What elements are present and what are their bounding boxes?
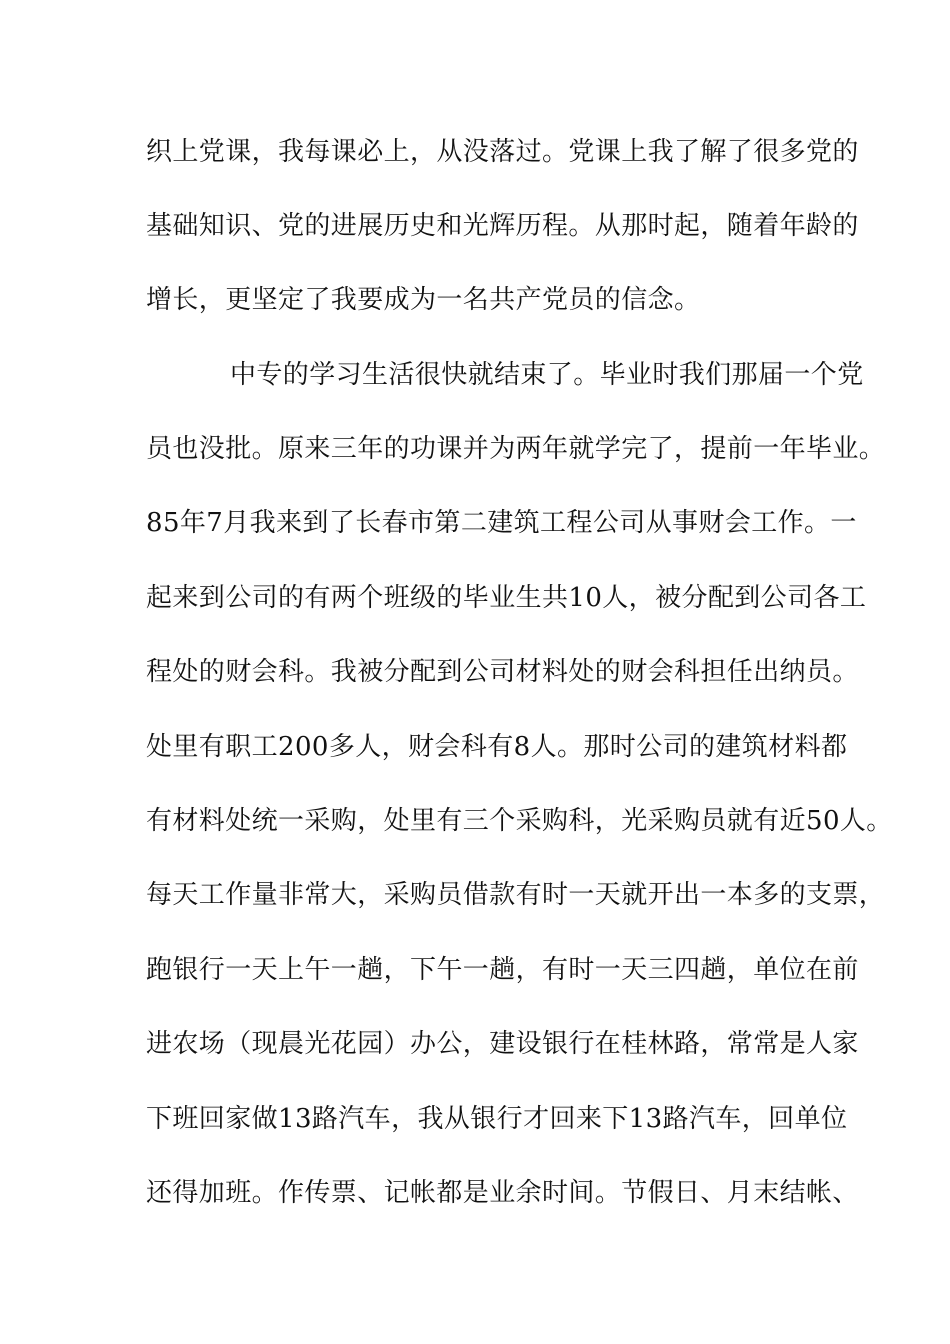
paragraph-line: 基础知识、党的进展历史和光辉历程。从那时起，随着年龄的 bbox=[146, 211, 859, 241]
paragraph-line: 每天工作量非常大，采购员借款有时一天就开出一本多的支票， bbox=[146, 880, 886, 910]
paragraph-line: 下班回家做13路汽车，我从银行才回来下13路汽车，回单位 bbox=[146, 1104, 848, 1134]
paragraph-line: 跑银行一天上午一趟，下午一趟，有时一天三四趟，单位在前 bbox=[146, 955, 859, 985]
paragraph-line: 有材料处统一采购，处里有三个采购科，光采购员就有近50人。 bbox=[146, 806, 893, 836]
paragraph-line: 员也没批。原来三年的功课并为两年就学完了，提前一年毕业。 bbox=[146, 434, 886, 464]
paragraph-line: 处里有职工200多人，财会科有8人。那时公司的建筑材料都 bbox=[146, 732, 848, 762]
paragraph-line: 还得加班。作传票、记帐都是业余时间。节假日、月末结帐、 bbox=[146, 1178, 859, 1208]
paragraph-line: 织上党课，我每课必上，从没落过。党课上我了解了很多党的 bbox=[146, 137, 859, 167]
paragraph-line: 进农场（现晨光花园）办公，建设银行在桂林路，常常是人家 bbox=[146, 1029, 859, 1059]
paragraph-line: 增长，更坚定了我要成为一名共产党员的信念。 bbox=[146, 285, 701, 315]
paragraph-line: 85年7月我来到了长春市第二建筑工程公司从事财会工作。一 bbox=[146, 508, 857, 538]
paragraph-line-indented: 中专的学习生活很快就结束了。毕业时我们那届一个党 bbox=[230, 360, 864, 390]
paragraph-line: 程处的财会科。我被分配到公司材料处的财会科担任出纳员。 bbox=[146, 657, 859, 687]
paragraph-line: 起来到公司的有两个班级的毕业生共10人，被分配到公司各工 bbox=[146, 583, 867, 613]
